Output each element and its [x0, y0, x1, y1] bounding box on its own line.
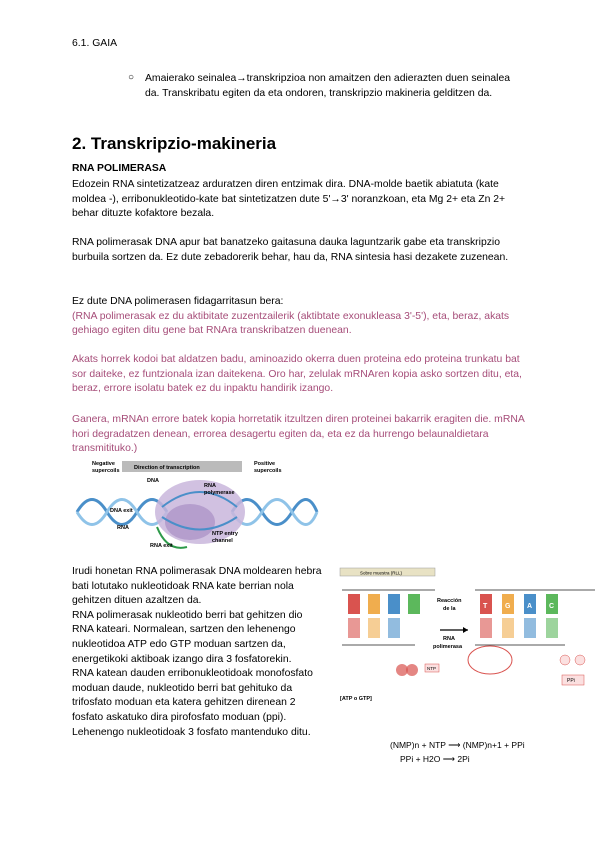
- paragraph-5: Ganera, mRNAn errore batek kopia horretatik itzultzen diren proteinei bakarrik eragiten die. mRNA hori degradatzen denean, errorea desagertu egiten da, eta ez da hurrengo belaunaldietara transmitituko.): [72, 414, 525, 455]
- fig1-label-negative: Negative: [92, 461, 115, 467]
- equation-2-right: 2Pi: [457, 754, 470, 764]
- fig2-label-atp: [ATP o GTP]: [340, 696, 372, 702]
- fig1-label-direction: Direction of transcription: [134, 465, 200, 471]
- paragraph-6: Irudi honetan RNA polimerasak DNA moldearen hebra bati lotutako nukleotidoak RNA kate berrian nola gehitzen dituen azaltzen da. RNA polimerasak nukleotido berri bat gehitzen dio RNA kateari. Normalean, sartzen den lehenengo nukleotidoa ATP edo GTP moduan sartzen da, energetikoki aktiboak izango dira 3 fosfatorekin. RNA katean dauden erribonukleotidoak monofosfato moduan daude, nukleotido berri bat gehituko da trifosfato moduan eta katera gehitzen direnean 2 fosfato askatuko dira pirofosfato moduan (ppi). Lehenengo nukleotidoak 3 fosfato mantenduko ditu.: [72, 566, 322, 738]
- paragraph-3-intro: Ez dute DNA polimerasen fidagarritasun bera:: [72, 296, 284, 307]
- equation-2-arrow: ⟶: [442, 754, 458, 764]
- paragraph-3-highlight: (RNA polimerasak ez du aktibitate zuzentzailerik (aktibtate exonukleasa 3'-5'), eta, beraz, akats gehiago egiten ditu gene bat RNAra transkribatzen duenean.: [72, 310, 510, 337]
- fig2-label-ntp: NTP: [427, 666, 436, 671]
- fig2-label-reaction-3: RNA: [443, 636, 455, 642]
- reaction-equations: [390, 738, 590, 766]
- fig2-label-reaction-1: Reacción: [437, 598, 462, 604]
- fig1-label-dna-exit: DNA exit: [110, 508, 133, 514]
- equation-1: [390, 738, 590, 752]
- fig2-base-2: G: [505, 603, 511, 610]
- fig1-label-rnapol-1: RNA: [204, 483, 216, 489]
- fig2-base-1: T: [483, 603, 488, 610]
- rna-polymerase-reaction-figure: [330, 560, 600, 740]
- bullet-marker: ○: [128, 72, 135, 83]
- subsection-title: RNA POLIMERASA: [72, 163, 167, 174]
- fig2-label-reaction-4: polimerasa: [433, 644, 463, 650]
- bullet-text: Amaierako seinalea→transkripzioa non amaitzen den adierazten duen seinalea da. Transkribatu egiten da eta ondoren, transkripzio makineria gelditzen da.: [145, 73, 511, 99]
- fig1-label-rnapol-2: polymerase: [204, 490, 235, 496]
- fig1-label-ntp-1: NTP entry: [212, 531, 238, 537]
- fig2-base-4: C: [549, 603, 555, 610]
- transcription-bubble-figure: [72, 457, 322, 557]
- fig1-label-supercoils-left: supercoils: [92, 468, 120, 474]
- paragraph-1: Edozein RNA sintetizatzeaz arduratzen diren entzimak dira. DNA-molde baetik abiatuta (kate moldea -), erribonukleotido-kate bat sintetizatzen dute 5'→3' noranzkoan, eta Mg 2+ eta Zn 2+ behar dituzte kofaktore bezala.: [72, 179, 506, 220]
- paragraph-2: RNA polimerasak DNA apur bat banatzeko gaitasuna dauka laguntzarik gabe eta transkripzio burbuila sortzen da. Ez dute zebadorerik behar, hau da, RNA sintesia hasi dezakete zuzenean.: [72, 237, 509, 263]
- equation-1-arrow: ⟶: [448, 740, 463, 750]
- equation-2-left: PPi + H2O: [400, 754, 441, 764]
- fig1-label-dna: DNA: [147, 478, 159, 484]
- fig2-label-reaction-2: de la: [443, 606, 456, 612]
- section-title: 2. Transkripzio-makineria: [72, 134, 277, 153]
- fig1-label-positive: Positive: [254, 461, 276, 467]
- fig2-base-3: A: [527, 603, 533, 610]
- fig2-label-top: Sobre muestra (RLL): [360, 570, 403, 576]
- paragraph-4: Akats horrek kodoi bat aldatzen badu, aminoazido okerra duen proteina edo proteina trunkatu bat sor daiteke, ez funtzionala izan daitekena. Oro har, zelulak mRNAren kopia asko sortzen ditu, eta, beraz, errore isolatu batek ez du inpaktu handirik izango.: [72, 354, 522, 395]
- paragraph-3: [72, 295, 528, 339]
- page-header: 6.1. GAIA: [72, 38, 118, 49]
- fig1-label-rna: RNA: [117, 525, 129, 531]
- fig2-label-ppi: PPi: [567, 678, 575, 684]
- equation-2: [390, 752, 590, 766]
- equation-1-left: (NMP)n + NTP: [390, 740, 446, 750]
- fig1-label-rna-exit: RNA exit: [150, 543, 173, 549]
- fig1-label-ntp-2: channel: [212, 538, 233, 544]
- equation-1-right: (NMP)n+1 + PPi: [462, 740, 525, 750]
- fig1-label-supercoils-right: supercoils: [254, 468, 282, 474]
